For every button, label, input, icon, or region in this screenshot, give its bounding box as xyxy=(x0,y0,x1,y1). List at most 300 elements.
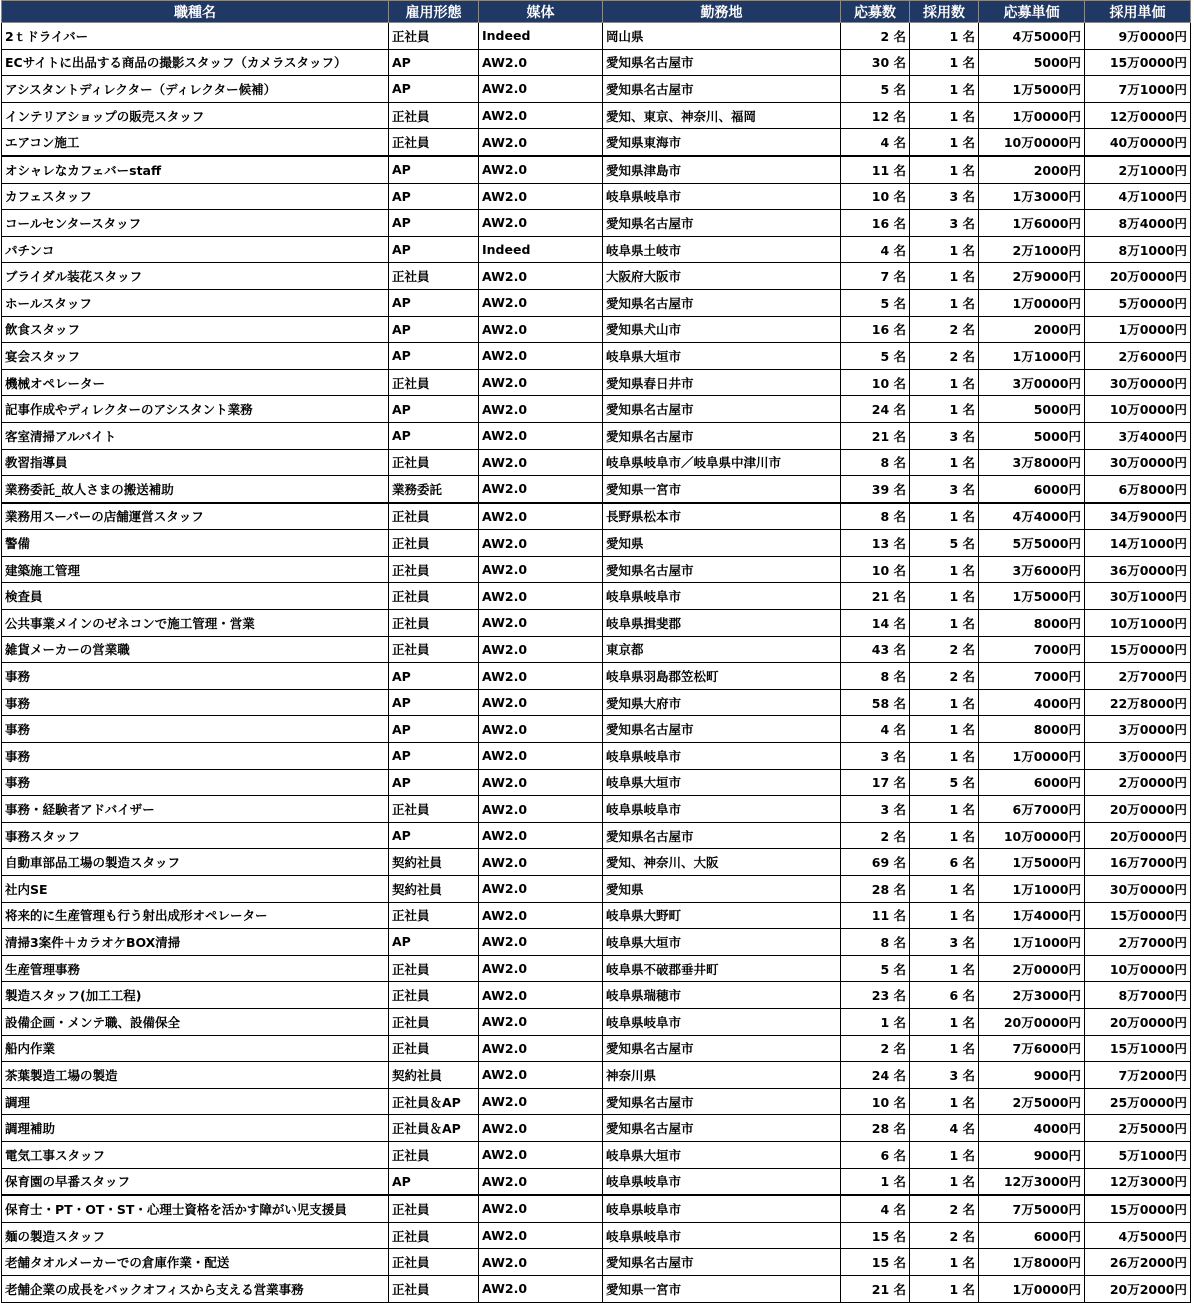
cell-media[interactable]: AW2.0 xyxy=(479,982,603,1009)
cell-hires[interactable]: 1 名 xyxy=(910,129,979,156)
cell-location[interactable]: 愛知県名古屋市 xyxy=(603,1249,841,1276)
cell-cost-per-applicant[interactable]: 4000円 xyxy=(979,689,1085,716)
cell-hires[interactable]: 3 名 xyxy=(910,210,979,237)
cell-employment-type[interactable]: AP xyxy=(389,743,479,770)
cell-hires[interactable]: 3 名 xyxy=(910,1062,979,1089)
cell-cost-per-applicant[interactable]: 8000円 xyxy=(979,610,1085,637)
cell-location[interactable]: 岐阜県岐阜市 xyxy=(603,183,841,210)
cell-applicants[interactable]: 16 名 xyxy=(841,316,910,343)
cell-location[interactable]: 愛知県名古屋市 xyxy=(603,396,841,423)
cell-cost-per-hire[interactable]: 30万1000円 xyxy=(1085,583,1191,610)
cell-hires[interactable]: 5 名 xyxy=(910,769,979,796)
cell-cost-per-applicant[interactable]: 2万0000円 xyxy=(979,955,1085,982)
cell-location[interactable]: 岐阜県岐阜市 xyxy=(603,1008,841,1035)
cell-media[interactable]: AW2.0 xyxy=(479,76,603,103)
cell-cost-per-applicant[interactable]: 5000円 xyxy=(979,396,1085,423)
cell-location[interactable]: 愛知県名古屋市 xyxy=(603,289,841,316)
cell-location[interactable]: 愛知県名古屋市 xyxy=(603,422,841,449)
cell-applicants[interactable]: 17 名 xyxy=(841,769,910,796)
cell-location[interactable]: 岐阜県土岐市 xyxy=(603,236,841,263)
cell-job-title[interactable]: 事務 xyxy=(2,769,389,796)
cell-job-title[interactable]: アシスタントディレクター（ディレクター候補） xyxy=(2,76,389,103)
cell-applicants[interactable]: 39 名 xyxy=(841,476,910,503)
cell-cost-per-applicant[interactable]: 1万4000円 xyxy=(979,902,1085,929)
cell-cost-per-hire[interactable]: 30万0000円 xyxy=(1085,449,1191,476)
cell-applicants[interactable]: 8 名 xyxy=(841,663,910,690)
cell-job-title[interactable]: 事務・経験者アドバイザー xyxy=(2,796,389,823)
cell-hires[interactable]: 1 名 xyxy=(910,1249,979,1276)
cell-job-title[interactable]: 事務 xyxy=(2,663,389,690)
cell-location[interactable]: 岐阜県瑞穂市 xyxy=(603,982,841,1009)
cell-employment-type[interactable]: 正社員 xyxy=(389,1249,479,1276)
cell-cost-per-applicant[interactable]: 2000円 xyxy=(979,316,1085,343)
cell-employment-type[interactable]: 正社員 xyxy=(389,503,479,530)
cell-employment-type[interactable]: 正社員＆AP xyxy=(389,1115,479,1142)
cell-media[interactable]: AW2.0 xyxy=(479,663,603,690)
cell-applicants[interactable]: 4 名 xyxy=(841,236,910,263)
cell-cost-per-hire[interactable]: 16万7000円 xyxy=(1085,849,1191,876)
cell-applicants[interactable]: 2 名 xyxy=(841,1035,910,1062)
cell-cost-per-hire[interactable]: 10万0000円 xyxy=(1085,396,1191,423)
cell-media[interactable]: AW2.0 xyxy=(479,929,603,956)
cell-applicants[interactable]: 2 名 xyxy=(841,822,910,849)
header-applicants[interactable]: 応募数 xyxy=(841,1,910,23)
cell-cost-per-hire[interactable]: 4万5000円 xyxy=(1085,1222,1191,1249)
cell-applicants[interactable]: 21 名 xyxy=(841,583,910,610)
cell-location[interactable]: 神奈川県 xyxy=(603,1062,841,1089)
cell-location[interactable]: 東京都 xyxy=(603,636,841,663)
cell-applicants[interactable]: 30 名 xyxy=(841,49,910,76)
cell-hires[interactable]: 2 名 xyxy=(910,636,979,663)
cell-cost-per-applicant[interactable]: 1万1000円 xyxy=(979,876,1085,903)
cell-hires[interactable]: 1 名 xyxy=(910,23,979,50)
cell-media[interactable]: AW2.0 xyxy=(479,210,603,237)
cell-job-title[interactable]: 事務 xyxy=(2,743,389,770)
cell-employment-type[interactable]: 正社員 xyxy=(389,530,479,557)
cell-applicants[interactable]: 12 名 xyxy=(841,102,910,129)
cell-applicants[interactable]: 14 名 xyxy=(841,610,910,637)
cell-job-title[interactable]: 業務用スーパーの店舗運営スタッフ xyxy=(2,503,389,530)
cell-job-title[interactable]: 雑貨メーカーの営業職 xyxy=(2,636,389,663)
cell-employment-type[interactable]: AP xyxy=(389,289,479,316)
cell-hires[interactable]: 1 名 xyxy=(910,289,979,316)
cell-media[interactable]: AW2.0 xyxy=(479,49,603,76)
cell-media[interactable]: AW2.0 xyxy=(479,1141,603,1168)
cell-cost-per-hire[interactable]: 6万8000円 xyxy=(1085,476,1191,503)
cell-applicants[interactable]: 8 名 xyxy=(841,503,910,530)
cell-applicants[interactable]: 10 名 xyxy=(841,1088,910,1115)
cell-job-title[interactable]: 業務委託_故人さまの搬送補助 xyxy=(2,476,389,503)
cell-cost-per-applicant[interactable]: 10万0000円 xyxy=(979,822,1085,849)
cell-cost-per-hire[interactable]: 12万0000円 xyxy=(1085,102,1191,129)
cell-media[interactable]: AW2.0 xyxy=(479,343,603,370)
cell-cost-per-applicant[interactable]: 2000円 xyxy=(979,156,1085,183)
cell-job-title[interactable]: 調理補助 xyxy=(2,1115,389,1142)
cell-cost-per-applicant[interactable]: 2万5000円 xyxy=(979,1088,1085,1115)
cell-cost-per-hire[interactable]: 15万0000円 xyxy=(1085,636,1191,663)
cell-location[interactable]: 愛知、東京、神奈川、福岡 xyxy=(603,102,841,129)
cell-media[interactable]: AW2.0 xyxy=(479,476,603,503)
cell-cost-per-applicant[interactable]: 6000円 xyxy=(979,1222,1085,1249)
cell-media[interactable]: AW2.0 xyxy=(479,1275,603,1302)
cell-hires[interactable]: 3 名 xyxy=(910,476,979,503)
cell-applicants[interactable]: 10 名 xyxy=(841,369,910,396)
cell-job-title[interactable]: エアコン施工 xyxy=(2,129,389,156)
cell-media[interactable]: AW2.0 xyxy=(479,743,603,770)
cell-hires[interactable]: 5 名 xyxy=(910,530,979,557)
cell-cost-per-hire[interactable]: 20万0000円 xyxy=(1085,1008,1191,1035)
cell-job-title[interactable]: インテリアショップの販売スタッフ xyxy=(2,102,389,129)
cell-cost-per-applicant[interactable]: 5000円 xyxy=(979,422,1085,449)
cell-cost-per-applicant[interactable]: 5万5000円 xyxy=(979,530,1085,557)
cell-cost-per-hire[interactable]: 8万7000円 xyxy=(1085,982,1191,1009)
cell-cost-per-hire[interactable]: 20万0000円 xyxy=(1085,263,1191,290)
cell-applicants[interactable]: 4 名 xyxy=(841,716,910,743)
cell-job-title[interactable]: 老舗企業の成長をバックオフィスから支える営業事務 xyxy=(2,1275,389,1302)
cell-employment-type[interactable]: 正社員 xyxy=(389,955,479,982)
cell-applicants[interactable]: 16 名 xyxy=(841,210,910,237)
cell-cost-per-hire[interactable]: 9万0000円 xyxy=(1085,23,1191,50)
cell-cost-per-hire[interactable]: 30万0000円 xyxy=(1085,876,1191,903)
cell-cost-per-applicant[interactable]: 20万0000円 xyxy=(979,1008,1085,1035)
cell-cost-per-applicant[interactable]: 1万1000円 xyxy=(979,929,1085,956)
cell-applicants[interactable]: 28 名 xyxy=(841,1115,910,1142)
cell-employment-type[interactable]: 正社員 xyxy=(389,369,479,396)
cell-media[interactable]: AW2.0 xyxy=(479,1115,603,1142)
header-job-title[interactable]: 職種名 xyxy=(2,1,389,23)
cell-job-title[interactable]: 生産管理事務 xyxy=(2,955,389,982)
cell-cost-per-hire[interactable]: 2万0000円 xyxy=(1085,769,1191,796)
cell-cost-per-applicant[interactable]: 2万1000円 xyxy=(979,236,1085,263)
cell-location[interactable]: 岐阜県不破郡垂井町 xyxy=(603,955,841,982)
cell-cost-per-hire[interactable]: 3万0000円 xyxy=(1085,743,1191,770)
cell-hires[interactable]: 2 名 xyxy=(910,343,979,370)
cell-location[interactable]: 岐阜県岐阜市／岐阜県中津川市 xyxy=(603,449,841,476)
cell-cost-per-hire[interactable]: 7万1000円 xyxy=(1085,76,1191,103)
cell-cost-per-hire[interactable]: 25万0000円 xyxy=(1085,1088,1191,1115)
cell-location[interactable]: 岐阜県大垣市 xyxy=(603,769,841,796)
cell-location[interactable]: 岐阜県岐阜市 xyxy=(603,743,841,770)
cell-cost-per-hire[interactable]: 22万8000円 xyxy=(1085,689,1191,716)
cell-applicants[interactable]: 15 名 xyxy=(841,1249,910,1276)
cell-media[interactable]: AW2.0 xyxy=(479,422,603,449)
cell-applicants[interactable]: 43 名 xyxy=(841,636,910,663)
cell-employment-type[interactable]: 正社員 xyxy=(389,556,479,583)
cell-employment-type[interactable]: 正社員 xyxy=(389,1008,479,1035)
cell-location[interactable]: 愛知県名古屋市 xyxy=(603,1115,841,1142)
cell-cost-per-hire[interactable]: 5万0000円 xyxy=(1085,289,1191,316)
cell-cost-per-hire[interactable]: 14万1000円 xyxy=(1085,530,1191,557)
cell-media[interactable]: AW2.0 xyxy=(479,1008,603,1035)
cell-location[interactable]: 岐阜県大野町 xyxy=(603,902,841,929)
cell-cost-per-applicant[interactable]: 5000円 xyxy=(979,49,1085,76)
cell-employment-type[interactable]: AP xyxy=(389,663,479,690)
cell-employment-type[interactable]: 契約社員 xyxy=(389,1062,479,1089)
cell-location[interactable]: 岐阜県羽島郡笠松町 xyxy=(603,663,841,690)
cell-hires[interactable]: 2 名 xyxy=(910,1195,979,1222)
cell-location[interactable]: 岐阜県揖斐郡 xyxy=(603,610,841,637)
cell-applicants[interactable]: 8 名 xyxy=(841,929,910,956)
cell-applicants[interactable]: 5 名 xyxy=(841,343,910,370)
cell-location[interactable]: 岐阜県岐阜市 xyxy=(603,1222,841,1249)
cell-cost-per-applicant[interactable]: 1万5000円 xyxy=(979,76,1085,103)
cell-employment-type[interactable]: AP xyxy=(389,769,479,796)
cell-media[interactable]: AW2.0 xyxy=(479,530,603,557)
cell-job-title[interactable]: 茶葉製造工場の製造 xyxy=(2,1062,389,1089)
cell-cost-per-hire[interactable]: 3万4000円 xyxy=(1085,422,1191,449)
cell-employment-type[interactable]: AP xyxy=(389,1168,479,1195)
cell-employment-type[interactable]: AP xyxy=(389,716,479,743)
cell-hires[interactable]: 1 名 xyxy=(910,556,979,583)
cell-media[interactable]: AW2.0 xyxy=(479,636,603,663)
cell-job-title[interactable]: 宴会スタッフ xyxy=(2,343,389,370)
cell-applicants[interactable]: 3 名 xyxy=(841,796,910,823)
cell-location[interactable]: 岐阜県大垣市 xyxy=(603,1141,841,1168)
cell-cost-per-applicant[interactable]: 12万3000円 xyxy=(979,1168,1085,1195)
cell-hires[interactable]: 1 名 xyxy=(910,1141,979,1168)
header-cost-per-hire[interactable]: 採用単価 xyxy=(1085,1,1191,23)
cell-employment-type[interactable]: 正社員 xyxy=(389,610,479,637)
cell-employment-type[interactable]: AP xyxy=(389,236,479,263)
cell-location[interactable]: 愛知県犬山市 xyxy=(603,316,841,343)
cell-cost-per-applicant[interactable]: 1万0000円 xyxy=(979,1275,1085,1302)
cell-employment-type[interactable]: 正社員 xyxy=(389,583,479,610)
cell-cost-per-applicant[interactable]: 2万9000円 xyxy=(979,263,1085,290)
cell-cost-per-hire[interactable]: 2万7000円 xyxy=(1085,663,1191,690)
cell-media[interactable]: AW2.0 xyxy=(479,102,603,129)
cell-location[interactable]: 岐阜県岐阜市 xyxy=(603,796,841,823)
cell-location[interactable]: 愛知県名古屋市 xyxy=(603,210,841,237)
cell-employment-type[interactable]: 正社員 xyxy=(389,982,479,1009)
cell-hires[interactable]: 1 名 xyxy=(910,716,979,743)
cell-cost-per-hire[interactable]: 20万2000円 xyxy=(1085,1275,1191,1302)
cell-job-title[interactable]: コールセンタースタッフ xyxy=(2,210,389,237)
cell-cost-per-applicant[interactable]: 9000円 xyxy=(979,1141,1085,1168)
cell-hires[interactable]: 3 名 xyxy=(910,422,979,449)
cell-media[interactable]: Indeed xyxy=(479,23,603,50)
cell-applicants[interactable]: 15 名 xyxy=(841,1222,910,1249)
cell-media[interactable]: AW2.0 xyxy=(479,716,603,743)
cell-cost-per-hire[interactable]: 4万1000円 xyxy=(1085,183,1191,210)
cell-media[interactable]: AW2.0 xyxy=(479,129,603,156)
cell-cost-per-hire[interactable]: 15万1000円 xyxy=(1085,1035,1191,1062)
cell-hires[interactable]: 1 名 xyxy=(910,503,979,530)
cell-location[interactable]: 岐阜県岐阜市 xyxy=(603,583,841,610)
cell-job-title[interactable]: カフェスタッフ xyxy=(2,183,389,210)
cell-media[interactable]: AW2.0 xyxy=(479,1249,603,1276)
cell-location[interactable]: 愛知県大府市 xyxy=(603,689,841,716)
cell-job-title[interactable]: 船内作業 xyxy=(2,1035,389,1062)
cell-media[interactable]: AW2.0 xyxy=(479,849,603,876)
cell-applicants[interactable]: 4 名 xyxy=(841,1195,910,1222)
cell-media[interactable]: AW2.0 xyxy=(479,1062,603,1089)
cell-applicants[interactable]: 13 名 xyxy=(841,530,910,557)
cell-media[interactable]: AW2.0 xyxy=(479,369,603,396)
cell-job-title[interactable]: 事務 xyxy=(2,689,389,716)
cell-cost-per-hire[interactable]: 26万2000円 xyxy=(1085,1249,1191,1276)
cell-media[interactable]: AW2.0 xyxy=(479,822,603,849)
cell-applicants[interactable]: 21 名 xyxy=(841,422,910,449)
cell-job-title[interactable]: 麺の製造スタッフ xyxy=(2,1222,389,1249)
cell-employment-type[interactable]: 正社員 xyxy=(389,449,479,476)
cell-location[interactable]: 愛知県名古屋市 xyxy=(603,716,841,743)
cell-location[interactable]: 愛知、神奈川、大阪 xyxy=(603,849,841,876)
cell-employment-type[interactable]: 正社員 xyxy=(389,902,479,929)
cell-job-title[interactable]: 教習指導員 xyxy=(2,449,389,476)
cell-location[interactable]: 愛知県名古屋市 xyxy=(603,76,841,103)
cell-hires[interactable]: 1 名 xyxy=(910,236,979,263)
cell-applicants[interactable]: 24 名 xyxy=(841,1062,910,1089)
cell-hires[interactable]: 1 名 xyxy=(910,902,979,929)
cell-cost-per-applicant[interactable]: 4万4000円 xyxy=(979,503,1085,530)
cell-hires[interactable]: 2 名 xyxy=(910,316,979,343)
cell-job-title[interactable]: 電気工事スタッフ xyxy=(2,1141,389,1168)
cell-cost-per-applicant[interactable]: 1万0000円 xyxy=(979,102,1085,129)
cell-media[interactable]: AW2.0 xyxy=(479,316,603,343)
cell-cost-per-applicant[interactable]: 8000円 xyxy=(979,716,1085,743)
cell-media[interactable]: AW2.0 xyxy=(479,583,603,610)
cell-employment-type[interactable]: AP xyxy=(389,76,479,103)
cell-hires[interactable]: 1 名 xyxy=(910,1275,979,1302)
cell-media[interactable]: AW2.0 xyxy=(479,156,603,183)
cell-job-title[interactable]: 調理 xyxy=(2,1088,389,1115)
cell-applicants[interactable]: 3 名 xyxy=(841,743,910,770)
cell-applicants[interactable]: 21 名 xyxy=(841,1275,910,1302)
cell-cost-per-applicant[interactable]: 6000円 xyxy=(979,769,1085,796)
cell-job-title[interactable]: 2ｔドライバー xyxy=(2,23,389,50)
cell-cost-per-hire[interactable]: 12万3000円 xyxy=(1085,1168,1191,1195)
cell-location[interactable]: 愛知県名古屋市 xyxy=(603,49,841,76)
cell-cost-per-hire[interactable]: 8万1000円 xyxy=(1085,236,1191,263)
cell-cost-per-hire[interactable]: 2万5000円 xyxy=(1085,1115,1191,1142)
cell-employment-type[interactable]: 正社員 xyxy=(389,129,479,156)
cell-cost-per-hire[interactable]: 15万0000円 xyxy=(1085,49,1191,76)
cell-cost-per-applicant[interactable]: 1万0000円 xyxy=(979,289,1085,316)
cell-cost-per-hire[interactable]: 36万0000円 xyxy=(1085,556,1191,583)
cell-cost-per-hire[interactable]: 10万0000円 xyxy=(1085,955,1191,982)
cell-job-title[interactable]: 警備 xyxy=(2,530,389,557)
cell-applicants[interactable]: 7 名 xyxy=(841,263,910,290)
cell-employment-type[interactable]: 正社員 xyxy=(389,23,479,50)
cell-cost-per-applicant[interactable]: 3万8000円 xyxy=(979,449,1085,476)
cell-cost-per-hire[interactable]: 5万1000円 xyxy=(1085,1141,1191,1168)
cell-media[interactable]: AW2.0 xyxy=(479,183,603,210)
cell-applicants[interactable]: 11 名 xyxy=(841,156,910,183)
cell-employment-type[interactable]: 正社員 xyxy=(389,1275,479,1302)
cell-applicants[interactable]: 8 名 xyxy=(841,449,910,476)
cell-employment-type[interactable]: 正社員 xyxy=(389,1141,479,1168)
cell-job-title[interactable]: 保育士・PT・OT・ST・心理士資格を活かす障がい児支援員 xyxy=(2,1195,389,1222)
cell-employment-type[interactable]: 正社員 xyxy=(389,102,479,129)
cell-hires[interactable]: 1 名 xyxy=(910,743,979,770)
cell-applicants[interactable]: 24 名 xyxy=(841,396,910,423)
cell-cost-per-hire[interactable]: 8万4000円 xyxy=(1085,210,1191,237)
cell-applicants[interactable]: 10 名 xyxy=(841,556,910,583)
cell-media[interactable]: AW2.0 xyxy=(479,1035,603,1062)
cell-media[interactable]: Indeed xyxy=(479,236,603,263)
cell-media[interactable]: AW2.0 xyxy=(479,396,603,423)
cell-hires[interactable]: 1 名 xyxy=(910,102,979,129)
cell-employment-type[interactable]: AP xyxy=(389,183,479,210)
header-employment-type[interactable]: 雇用形態 xyxy=(389,1,479,23)
cell-employment-type[interactable]: 正社員 xyxy=(389,796,479,823)
cell-applicants[interactable]: 6 名 xyxy=(841,1141,910,1168)
cell-job-title[interactable]: オシャレなカフェバーstaff xyxy=(2,156,389,183)
cell-location[interactable]: 岐阜県岐阜市 xyxy=(603,1168,841,1195)
cell-job-title[interactable]: 機械オペレーター xyxy=(2,369,389,396)
cell-cost-per-applicant[interactable]: 1万5000円 xyxy=(979,849,1085,876)
cell-employment-type[interactable]: 正社員 xyxy=(389,636,479,663)
cell-hires[interactable]: 1 名 xyxy=(910,1168,979,1195)
cell-cost-per-hire[interactable]: 3万0000円 xyxy=(1085,716,1191,743)
cell-employment-type[interactable]: AP xyxy=(389,396,479,423)
cell-media[interactable]: AW2.0 xyxy=(479,1168,603,1195)
cell-employment-type[interactable]: AP xyxy=(389,422,479,449)
cell-job-title[interactable]: 事務スタッフ xyxy=(2,822,389,849)
cell-employment-type[interactable]: AP xyxy=(389,210,479,237)
cell-hires[interactable]: 1 名 xyxy=(910,396,979,423)
cell-cost-per-hire[interactable]: 20万0000円 xyxy=(1085,822,1191,849)
cell-media[interactable]: AW2.0 xyxy=(479,876,603,903)
cell-hires[interactable]: 6 名 xyxy=(910,982,979,1009)
cell-employment-type[interactable]: 正社員 xyxy=(389,263,479,290)
cell-job-title[interactable]: 将来的に生産管理も行う射出成形オペレーター xyxy=(2,902,389,929)
header-cost-per-applicant[interactable]: 応募単価 xyxy=(979,1,1085,23)
cell-job-title[interactable]: 清掃3案件＋カラオケBOX清掃 xyxy=(2,929,389,956)
cell-employment-type[interactable]: 契約社員 xyxy=(389,876,479,903)
cell-applicants[interactable]: 5 名 xyxy=(841,289,910,316)
cell-cost-per-applicant[interactable]: 7000円 xyxy=(979,663,1085,690)
cell-hires[interactable]: 1 名 xyxy=(910,822,979,849)
cell-location[interactable]: 愛知県春日井市 xyxy=(603,369,841,396)
cell-applicants[interactable]: 11 名 xyxy=(841,902,910,929)
cell-job-title[interactable]: 事務 xyxy=(2,716,389,743)
cell-job-title[interactable]: 客室清掃アルバイト xyxy=(2,422,389,449)
cell-applicants[interactable]: 2 名 xyxy=(841,23,910,50)
cell-job-title[interactable]: 設備企画・メンテ職、設備保全 xyxy=(2,1008,389,1035)
cell-applicants[interactable]: 58 名 xyxy=(841,689,910,716)
cell-media[interactable]: AW2.0 xyxy=(479,902,603,929)
header-media[interactable]: 媒体 xyxy=(479,1,603,23)
cell-cost-per-hire[interactable]: 30万0000円 xyxy=(1085,369,1191,396)
cell-location[interactable]: 愛知県名古屋市 xyxy=(603,822,841,849)
cell-job-title[interactable]: ホールスタッフ xyxy=(2,289,389,316)
cell-employment-type[interactable]: 正社員＆AP xyxy=(389,1088,479,1115)
cell-hires[interactable]: 1 名 xyxy=(910,76,979,103)
cell-cost-per-hire[interactable]: 2万1000円 xyxy=(1085,156,1191,183)
cell-media[interactable]: AW2.0 xyxy=(479,769,603,796)
cell-cost-per-applicant[interactable]: 4万5000円 xyxy=(979,23,1085,50)
cell-location[interactable]: 愛知県津島市 xyxy=(603,156,841,183)
cell-location[interactable]: 愛知県 xyxy=(603,530,841,557)
header-hires[interactable]: 採用数 xyxy=(910,1,979,23)
cell-location[interactable]: 岐阜県岐阜市 xyxy=(603,1195,841,1222)
cell-hires[interactable]: 3 名 xyxy=(910,183,979,210)
cell-hires[interactable]: 1 名 xyxy=(910,876,979,903)
cell-media[interactable]: AW2.0 xyxy=(479,503,603,530)
cell-job-title[interactable]: 記事作成やディレクターのアシスタント業務 xyxy=(2,396,389,423)
cell-applicants[interactable]: 5 名 xyxy=(841,955,910,982)
cell-job-title[interactable]: ECサイトに出品する商品の撮影スタッフ（カメラスタッフ） xyxy=(2,49,389,76)
cell-hires[interactable]: 1 名 xyxy=(910,610,979,637)
cell-applicants[interactable]: 28 名 xyxy=(841,876,910,903)
cell-employment-type[interactable]: AP xyxy=(389,689,479,716)
cell-hires[interactable]: 1 名 xyxy=(910,369,979,396)
cell-media[interactable]: AW2.0 xyxy=(479,1088,603,1115)
cell-media[interactable]: AW2.0 xyxy=(479,263,603,290)
cell-cost-per-applicant[interactable]: 9000円 xyxy=(979,1062,1085,1089)
cell-employment-type[interactable]: 正社員 xyxy=(389,1222,479,1249)
